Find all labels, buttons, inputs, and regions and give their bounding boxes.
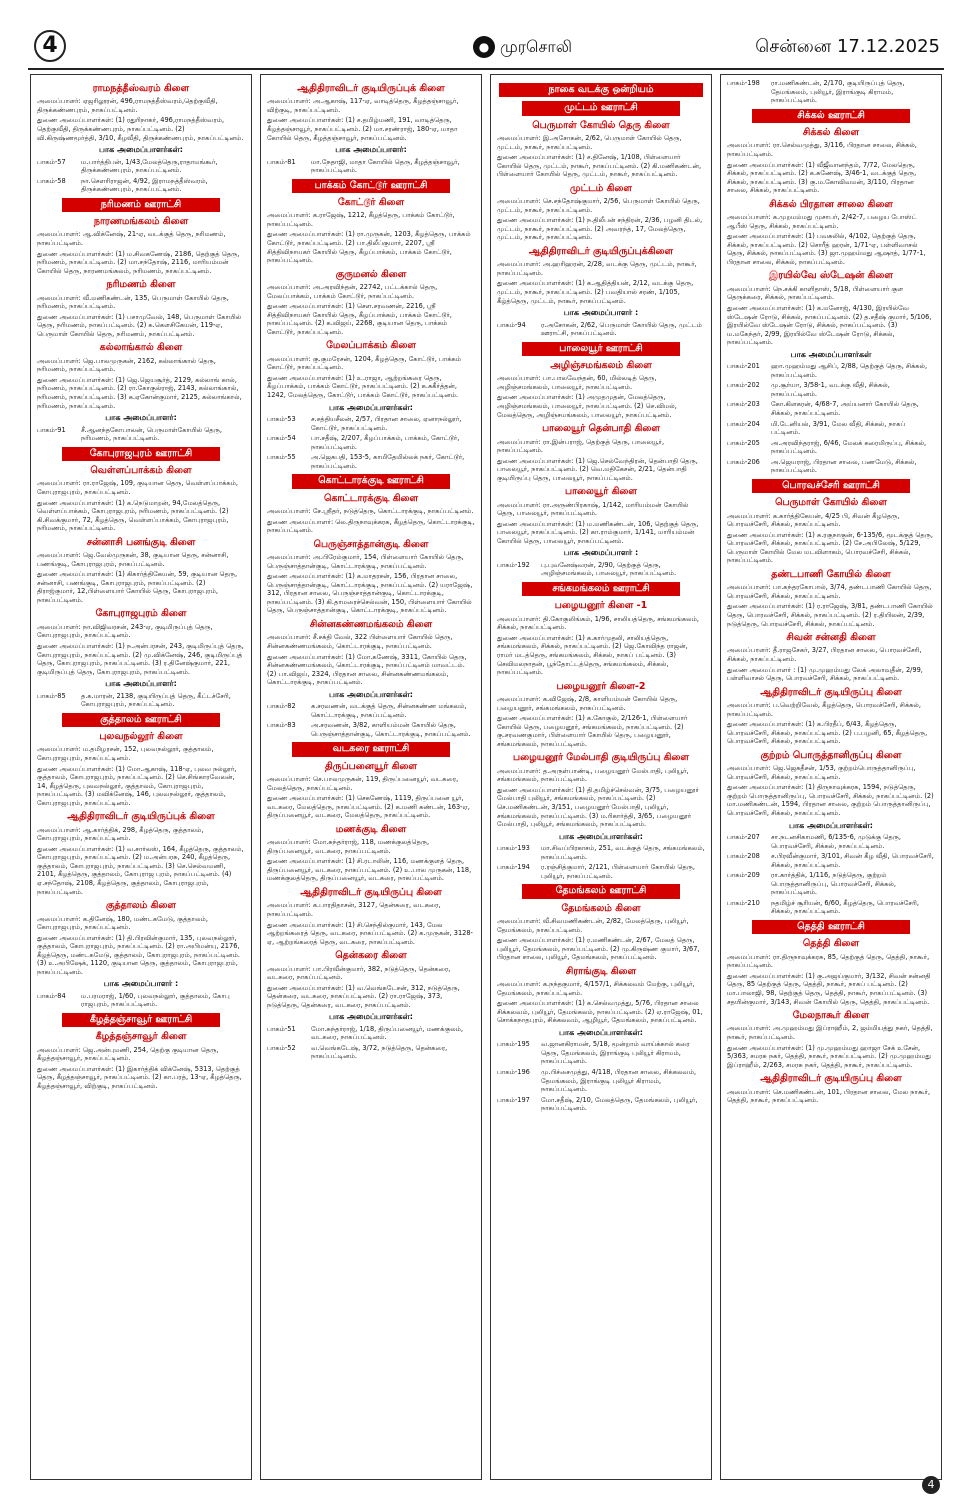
deputy-entry: துணை அமைப்பாளர்கள்: (1) சு.ரகுநாகுன், 6-135/6, மூடக்குத் தெரு, பொரவச்சேரி, சிக்கல், நாகப்பட்டினம். (2) சே.அபிலேஷ், 5/129, பெருமாள் கோயில் மேல மடவிளாகம், பொரவச்சேரி, சிக்கல், நாகப்பட்டினம். [727,530,933,565]
part-value: நதமிழ்ச் சூரியன், 6/60, கீழத்தெரு, பொரவச்சேரி, சிக்கல், நாகப்பட்டினம். [771,898,919,916]
panchayat-band: கொட்டாரக்குடி ஊராட்சி [292,474,450,488]
part-label: பாகம்-210 [727,898,760,907]
part-row [37,426,245,443]
part-value: மா.சிவப்பிரகாசம், 251, வடக்குத் தெரு, சங்கமங்கலம், நாகப்பட்டினம். [541,844,705,861]
organizer-entry: அமைப்பாளர்: க.தினேஷ், 180, மண்டகமேடு, குத்தாலம், கோபுராஜபுரம், நாகப்பட்டினம். [37,914,208,932]
sub-heading: பாக அமைப்பாளர்கள்: [789,820,873,830]
organizer-entry: அமைப்பாளர்: த.அருள்பாண்டி, பழையனூர் மேல்பாதி, புலியூர், சங்கமங்கலம், நாகப்பட்டினம். [497,766,689,784]
part-value: மு.பிச்சைமுத்து, 4/118, பிரதான சாலை, சிக்கலவம், தேமங்கலம், இராங்குடி புலியூர் கிராமம், நாகப்பட்டினம். [541,1068,697,1094]
deputy-entry: துணை அமைப்பாளர்கள்: (1) செகணேஷ், 1119, திருப்பனை யூர், வடகரை, மேலத்தெரு, நாகப்பட்டினம். (2) க.மணி கண்டன், 163-ஏ, திருப்பனையூர், வடகரை, மேலத்தெரு, நாகப்பட்டினம். [267,794,470,820]
organizer-entry: அமைப்பாளர்: ஜெ.பாலமுருகன், 2162, கல்லாங்கால் தெரு, நரிமணம், நாகப்பட்டினம். [37,356,216,374]
panchayat-band: தேமங்கலம் ஊராட்சி [522,884,680,898]
section-heading: ஆதிதிராவிடர் குடியிருப்புக் கிளை [297,83,445,94]
organizer-entry: அமைப்பாளர்: ஆ.விக்னேஷ், 21-ஏ, வடக்குத் தெரு, நரிமணம், நாகப்பட்டினம். [37,230,226,248]
deputy-entry: துணை அமைப்பாளர்கள்: (1) இகார்த்திக் விக்னேஷ், 5313, தெற்குத் தெரு, கீழத்தஞ்சாவூர், நாகப்பட்டினம். (2) கா.பரத், 13-ஏ, கீழத்தெரு, கீழத்தஞ்சாவூர், விற்குடி, நாகப்பட்டினம். [37,1064,242,1090]
organizer-entry: அமைப்பாளர்: தீ.ராஜசேகர், 3/27, பிரதான சாலை, பொரவச்சேரி, சிக்கல், நாகப்பட்டினம். [727,646,922,664]
part-row [727,400,935,417]
part-label: பாகம்-207 [727,832,760,841]
sub-heading: பாக அமைப்பாளர்கள்: [329,402,413,412]
part-value: அ.சரவணன், 3/82, காளியம்மன் கோயில் தெரு, பெருஞ்சாத்தான்குடி, கொட்டாரக்குடி, நாகப்பட்டினம். [311,721,471,738]
part-row [727,381,935,398]
part-row [267,453,475,470]
sub-heading: பாக அமைப்பாளர்கள்: [559,831,643,841]
deputy-entry: துணை அமைப்பாளர்கள்: (1) ம.மணிகண்டன், 106, தெற்குத் தெரு, பாலையூர், நாகப்பட்டினம். (2) கா.ராம்குமார், 1/141, மாரியம்மன் கோயில் தெரு, பாலையூர், நாகப்பட்டினம். [497,519,699,545]
part-label: பாகம்-192 [497,560,530,569]
deputy-entry: துணை அமைப்பாளர்கள்: (1) வீஜீவானந்தம், 7/72, மேலதெரு, சிக்கல், நாகப்பட்டினம். (2) க.கணேஷ், 3/46-1, வடக்குத் தெரு, சிக்கல், நாகப்பட்டினம். (3) கு.ம.கோவிவமன், 3/110, பிரதான சாலை, சிக்கல், நாகப்பட்டினம். [727,160,917,195]
part-value: மோ.சதீஷ், 2/10, மேலத்தெரு, தேமங்கலம், புலியூர், நாகப்பட்டினம். [541,1095,698,1113]
part-label: பாகம்-202 [727,381,760,390]
section-heading: சின்னகண்ணமங்கலம் கிளை [309,619,433,631]
sub-heading: பாக அமைப்பாளர்கள்: [329,1012,413,1022]
section-heading: தென்கரை கிளை [335,950,407,962]
part-label: பாகம்-58 [37,176,66,185]
panchayat-band: சங்கமங்கலம் ஊராட்சி [522,582,680,596]
deputy-entry: துணை அமைப்பாளர்கள்: (1) கு.அஜய்குமார், 3/132, சிவன் சன்னதி தெரு, 85 தெற்குத் தெரு, தெத்தி, நாகூர், நாகப் பட்டினம். (2) மா.பாலாஜி, 98, தெற்குத் தெரு, தெத்தி, நாகூர், நாகப்பட்டினம். (3) சதயின்குமார், 3/143, சிவன் கோயில் தெரு, தெத்தி, நாகப்பட்டினம். [727,971,931,1006]
organizer-entry: அமைப்பாளர்: நெ.சக்கி காளிதாஸ், 5/18, பிள்ளையார் குள தெருக்கரை, சிக்கல், நாகப்பட்டினம். [727,284,904,302]
sub-heading: பாக அமைப்பாளர்கள்: [329,689,413,699]
part-value: அ.ஜெகபதி, 153-5, காமிதேமில்லக் நகர், கோட்டூர், நாகப்பட்டினம். [311,453,465,470]
part-row [267,1025,475,1042]
section-heading: கோபுராஜபுரம் கிளை [95,608,187,620]
part-label: பாகம்-196 [497,1068,530,1076]
deputy-entry: துணை அமைப்பாளர்கள்: (1) க.ஆதித்தியன், 2/12, வடக்கு தெரு, முட்டம், நாகூர், நாகப்பட்டினம். (2) பவதியால் சரண், 1/105, கீழ்த்தெரு, முட்டம், நாகூர், நாகப்பட்டினம். [497,279,694,305]
organizer-entry: அமைப்பாளர்: ரா.அருண்பிரகாஷ், 1/142, மாரியம்மன் கோயில் தெரு, பாலையூர், நாகப்பட்டினம். [497,500,689,518]
part-label: பாகம்-84 [37,991,66,1000]
part-label: பாகம்-91 [37,425,66,434]
section-heading: மேலப்பாக்கம் கிளை [326,340,416,352]
part-row [497,1068,705,1094]
part-value: கோ.கிளகரன், 4/68-7, அய்யனார் கோயில் தெரு, சிக்கல், நாகப்பட்டினம். [771,400,919,417]
part-label: பாகம்-54 [267,434,296,443]
section-heading: சிவன் சன்னதி கிளை [786,632,876,644]
section-heading: ஆதிதிராவிடர் குடியிருப்புக் கிளை [67,811,215,823]
organizer-entry: அமைப்பாளர்: ரா.இன்பராஜ், தெற்குத் தெரு, பாலையூர், நாகப்பட்டினம். [497,437,665,455]
part-row [37,692,245,709]
deputy-entry: துணை அமைப்பாளர்கள்: (1) க.செல்வமுத்து, 5/76, பிரதான சாலை சிக்கலவம், புலியூர், தேமங்கலம், நாகப்பட்டினம். (2) ஏ.ராஜேஷ், 01, சொக்கநாதபுரம், சிக்கலவம், ஆழியூர், தேமங்கலம், நாகப்பட்டினம். [497,999,703,1025]
part-value: ஹா.முஹம்மது ஆசிப், 2/88, தெற்குத் தெரு, சிக்கல், நாகப்பட்டினம். [771,362,928,379]
sub-heading: பாக அமைப்பாளர்: [335,145,407,155]
deputy-entry: துணை அமைப்பாளர்கள்: (1) ர.ராஜேஷ், 3/81, தண்டபாணி கோயில் தெரு, பொரவச்சேரி, சிக்கல், நாகப்பட்டினம். (2) ர.தியிலன், 2/39, நடுத்தெரு, பொரவச்சேரி, சிக்கல், நாகப்பட்டினம். [727,602,933,628]
section-heading: பழையனூர் கிளை -1 [554,600,648,612]
section-heading: குற்றம் பொருத்தானிருப்பு கிளை [760,749,902,761]
part-value: சீ.ஆனந்தகோபாலன், பெருமாள்கோயில் தெரு, நரிமணம், நாகப்பட்டினம். [81,425,222,443]
organizer-entry: அமைப்பாளர்: ஜெ.வேல்முருகன், 38, குடியான தெரு, சன்னாசி, பணங்குடி, கோபுராஜபுரம், நாகப்பட்டினம். [37,551,229,568]
section-heading: சிராங்குடி கிளை [565,965,637,977]
organizer-entry: அமைப்பாளர்: க.பாரதிதாசன், 3127, தென்கரை, வடகரை, நாகப்பட்டினம். [267,901,441,918]
deputy-entry: துணை அமைப்பாளர்கள்: (1) திருநாவுக்கரசு, 1594, நடுத்தெரு, குற்றம் பொருத்தானிருப்பு, பொரவச்சேரி, சிக்கல், நாகப்பட்டினம். (2) மா.மணிகண்டன், 1594, பிரதான சாலை, குற்றம் பொருத்தானிருப்பு, பொரவச்சேரி, சிக்கல், நாகப்பட்டினம். [727,783,934,818]
section-heading: குருமனல் கிளை [335,268,407,280]
organizer-entry: அமைப்பாளர்: ஆ.கார்த்திக், 298, கீழத்தெரு, குத்தாலம், கோபுராஜபுரம், நாகப்பட்டினம். [37,825,204,843]
section-heading: அழிஞ்சமங்கலம் கிளை [550,360,652,372]
deputy-entry: துணை அமைப்பாளர்கள்: (1) ச.தமிழ்மணி, 191, வாடித்தெரு, கீழத்தஞ்சாவூர், நாகப்பட்டினம். (2) மா.சரண்ராஜ், 180-ஏ, மாதா கோயில் தெரு, கீழத்தஞ்சாவூர், நாகப்பட்டினம். [267,116,458,142]
masthead-logo-icon: ● [473,36,495,58]
section-heading: பழையனூர் கிளை-2 [556,680,646,692]
part-label: பாகம்-209 [727,871,760,880]
part-value: ச.பிரவீன்குமார், 3/101, சிவன் கீழ வீதி, பொரவச்சேரி, சிக்கல், நாகப்பட்டினம். [771,852,934,869]
sub-heading: பாக அமைப்பாளர்கள் [790,349,872,359]
section-heading: ஆதிதிராவிடர் குடியிருப்பு கிளை [300,887,442,899]
deputy-entry: துணை அமைப்பாளர்கள்: (1) ம.சிவகணேஷ், 2186, தெற்குத் தெரு, நரிமணம், நாகப்பட்டினம். (2) மா.சந்தோஷ், 2116, மாரியம்மன் கோயில் தெரு, நாரணமங்கலம், நரிமணம், நாகப்பட்டினம். [37,249,240,275]
part-value: நா.செளரிராஜன், 4/92, இராமநத்தீஸ்வரம், திருக்கண்ணபுரம், நாகப்பட்டினம். [81,176,208,194]
section-heading: புலவநல்லூர் கிளை [99,731,183,743]
deputy-entry: துணை அமைப்பாளர்கள்: (1) க.கோகுல், 2/126-1, பிள்ளையார் கோயில் தெரு, பழையனூர், சங்கமங்கலம், நாகப்பட்டினம். (2) கு.சரவணகுமார், பிள்ளையார் கோயில் தெரு, பழையனூர், சங்கமங்கலம், நாகப்பட்டினம். [497,714,688,748]
deputy-entry: துணை அமைப்பாளர்கள்: (1) செள.சரவணன், 2216, ஸ்ரீ சித்திவிநாயகர் கோயில் தெரு, கீழப்பாக்கம், பாக்கம் கோட்டூர், நாகப்பட்டினம். (2) க.விஜய், 2268, குடியான தெரு, பாக்கம் கோட்டூர், நாகப்பட்டினம். [267,302,452,336]
part-label: பாகம்-52 [267,1043,296,1052]
part-label: பாகம்-205 [727,438,760,447]
section-heading: சன்னாசி பனங்குடி கிளை [86,536,196,548]
section-heading: கோட்டூர் கிளை [337,197,405,209]
deputy-entry: துணை அமைப்பாளர் : (1) மு.முஹம்மது லேக் அலாவுதீன், 2/99, பள்ளிவாசல் தெரு, பொரவச்சேரி, சிக்கல், நாகப்பட்டினம். [727,665,923,683]
panchayat-band: பாக்கம் கோட்டூர் ஊராட்சி [292,179,450,193]
organizer-entry: அமைப்பாளர்: பா.சுந்தரகோபால், 3/74, தண்டபாணி கோயில் தெரு, பொரவச்சேரி, சிக்கல், நாகப்பட்டினம். [727,583,932,600]
section-heading: நரிமணம் கிளை [106,279,176,291]
organizer-entry: அமைப்பாளர்: செ.மணிகண்டன், 101, பிரதான சாலை, மேல நாகூர், தெத்தி, நாகூர், நாகப்பட்டினம். [727,1087,931,1105]
organizer-entry: அமைப்பாளர்: ஜெ.ஜெகதீசன், 1/53, குற்றம்பொருத்தானிருப்பு, பொரவச்சேரி, சிக்கல், நாகப்பட்டினம். [727,764,916,781]
part-value: ர.ரஞ்சித்குமார், 2/121, பிள்ளையார் கோயில் தெரு, புலியூர், நாகப்பட்டினம். [541,863,695,880]
section-heading: பாலையூர் தென்பாதி கிளை [542,423,660,435]
section-heading: தெத்தி கிளை [802,938,860,950]
section-heading: பெருமாள் கோயில் தெரு கிளை [532,119,670,131]
page-number: 4 [34,30,66,62]
section-heading: பாலையூர் கிளை [565,486,637,498]
organizer-entry: அமைப்பாளர்: ரா.செல்வமுத்து, 3/116, பிரதான சாலை, சிக்கல், நாகப்பட்டினம். [727,141,917,158]
section-heading: முட்டம் கிளை [570,182,632,194]
location-date: சென்னை 17.12.2025 [755,36,940,57]
organizer-entry: அமைப்பாளர்: அ.ஆகாஷ், 117-ஏ, வாடித்தெரு, கீழத்தஞ்சாவூர், விற்குடி, நாகப்பட்டினம். [267,97,459,114]
organizer-entry: அமைப்பாளர்: இ.அசோகன், 2/62, பெருமாள் கோயில் தெரு, முட்டம், நாகூர், நாகப்பட்டினம். [497,134,682,151]
organizer-entry: அமைப்பாளர்: க.ராஜேஷ், 1212, கீழத்தெரு, பாக்கம் கோட்டூர், நாகப்பட்டினம். [267,211,455,228]
part-value: ம.பார்த்திபன், 1/43,மேலத்தெரு,ராதாமங்கூர், திருக்கண்ணபுரம், நாகப்பட்டினம். [81,157,218,175]
panchayat-band: தெத்தி ஊராட்சி [752,920,910,934]
organizer-entry: அமைப்பாளர்: அ.அரவிந்தன், 22742, பட்டக்கால் தெரு, மேலப்பாக்கம், பாக்கம் கோட்டூர், நாகப்பட்டினம். [267,283,438,300]
panchayat-band: சிக்கல் ஊராட்சி [752,109,910,123]
section-heading: சிக்கல் கிளை [802,127,860,139]
part-value: பா.சதீஷ், 2/207, கீழப்பாக்கம், பாக்கம், கோட்டூர், நாகப்பட்டினம். [311,434,460,451]
column-3 [490,74,712,1480]
column-2 [260,74,482,1480]
part-row [727,833,935,850]
section-heading: ஆதிதிராவிடர் குடியிருப்பு கிளை [760,686,902,698]
panchayat-band: குத்தாலம் ஊராட்சி [62,713,220,727]
deputy-entry: துணை அமைப்பாளர்கள்: (1) தி.தமிழ்ச்செல்வன், 3/75, பழையனூர் மேல்பாதி புலியூர், சங்கமங்கலம், நாகப்பட்டினம். (2) செ.மணிகண்டன், 3/151, பழையனூர் மேல்பாதி, புலியூர், சங்கமங்கலம், நாகப்பட்டினம். (3) ம.ரிகார்த்தி, 3/65, பழையனூர் மேல்பாதி, புலியூர், சங்கமங்கலம், நாகப்பட்டினம். [497,785,699,829]
section-heading: கல்லாங்கால் கிளை [99,342,183,354]
deputy-entry: துணை அமைப்பாளர்கள்: (1) பசாமுவேல், 148, பெருமாள் கோயில் தெரு, நரிமணம், நாகப்பட்டினம். (2) க.கௌசிகேயன், 119-ஏ, பெருமாள் கோயில் தெரு, நரிமணம், நாகப்பட்டினம். [37,312,242,338]
organizer-entry: அமைப்பாளர்: ஏஜரிலூரன், 496,ராமநத்தீஸ்வரம்,தெற்குவீதி, திருக்கண்ணபுரம், நாகப்பட்டினம். [37,97,218,114]
deputy-entry: துணை அமைப்பாளர்கள்: (1) ரா.முருகன், 1203, கீழத்தெரு, பாக்கம் கோட்டூர், நாகப்பட்டினம். (2) பா.திலீப்குமார், 2207, ஸ்ரீ சித்திவிநாயகர் கோயில் தெரு, கீழப்பாக்கம், பாக்கம் கோட்டூர், நாகப்பட்டினம். [267,230,471,265]
organizer-entry: அமைப்பாளர்: சீ.சக்தி வேல், 322 பிள்ளையார் கோயில் தெரு, சின்னகண்ணமங்கலம், கொட்டாரக்குடி, நாகப்பட்டினம். [267,633,453,650]
section-heading: தண்டபாணி கோயில் கிளை [771,568,891,580]
section-heading: சிக்கல் பிரதான சாலை கிளை [769,198,893,210]
part-row [727,458,935,475]
panchayat-band: பாலையூர் ஊராட்சி [522,342,680,356]
part-label: பாகம்-85 [37,691,66,700]
part-row [727,852,935,869]
part-label: பாகம்-204 [727,419,760,428]
part-label: பாகம்-51 [267,1024,296,1033]
part-row [267,721,475,738]
section-heading: பெருமாள் கோயில் கிளை [775,497,887,509]
panchayat-band: வடகரை ஊராட்சி [292,742,450,756]
deputy-entry: துணை அமைப்பாளர்கள்: (1) க.நெடுமாறன், 94,மேலத்தெரு, வெள்ளப்பாக்கம், கோபுராஜபுரம், நரிமணம், நாகப்பட்டினம். (2) கி.சிவக்குமார், 72, கீழத்தெரு, வெள்ளப்பாக்கம், கோபுராஜபுரம், நரிமணம், நாகப்பட்டினம். [37,498,229,533]
part-row [727,79,935,105]
organizer-entry: அமைப்பாளர்: வீ.சிவமணிகண்டன், 2/82, மேலத்தெரு, புலியூர், தேமங்கலம், நாகப்பட்டினம். [497,916,689,934]
deputy-entry: துணை அமைப்பாளர்கள்: (1) மு.முஹம்மது ஹாஜா சேக் உசேன், 5/363, சமரசு நகர், தெத்தி, நாகூர், நாகப்பட்டினம். (2) மு.முஹம்மது இப்ராஹீம், 2/263, சமரசு நகர், தெத்தி, நாகூர், நாகப்பட்டினம். [727,1043,931,1069]
part-label: பாகம்-193 [497,844,530,853]
organizer-entry: அமைப்பாளர்: சே.ஸ்ரீதர், நடுத்தெரு, கொட்டாரக்குடி, நாகப்பட்டினம். [267,507,474,516]
deputy-entry: துணை அமைப்பாளர்கள்: (1) தி.பிரவின்குமார், 135, புலவநல்லூர், குத்தாலம், கோபுராஜபுரம், நாகப்பட்டினம். (2) ரா.அபிமன்யு, 2176, கீழத்தெரு, மண்டகமேடு, குத்தாலம், கோபுராஜபுரம், நாகப்பட்டினம். (3) உ.அபிஷேக், 1120, குடியான தெரு, குத்தாலம், கோபுராஜபுரம், நாகப்பட்டினம். [37,933,241,976]
part-label: பாகம்-83 [267,721,296,730]
organizer-entry: அமைப்பாளர்: கு.குமரேசன், 1204, கீழத்தெரு, கோட்டூர், பாக்கம் கோட்டூர், நாகப்பட்டினம். [267,354,462,372]
sub-heading: பாக அமைப்பாளர்கள்: [559,1027,643,1037]
organizer-entry: அமைப்பாளர்: ரா.ராஜேஷ், 109, குடியான தெரு, வெள்ளப்பாக்கம், கோபுராஜபுரம், நாகப்பட்டினம். [37,479,238,496]
organizer-entry: அமைப்பாளர்: ம.தமிழரசன், 152, புலவநல்லூர், குத்தாலம், கோபுராஜபுரம், நாகப்பட்டினம். [37,745,214,762]
deputy-entry: துணை அமைப்பாளர்கள்: (1) வ.வெங்கடேசன், 312, நடுத்தெரு, தென்கரை, வடகரை, நாகப்பட்டினம். (2) ரா.ராஜேஷ், 373, நடுத்தெரு, தென்கரை, வடகரை, நாகப்பட்டினம். [267,983,460,1009]
deputy-entry: துணை அமைப்பாளர்கள்: (1) ஜெ.ஜெயசூர்த், 2129, கல்லாங் கால், நரிமணம், நாகப்பட்டினம். (2) ரா.கோகுல்ராஜ், 2143, கல்லாங்கால், நரிமணம், நாகப்பட்டினம். (3) க.ஏகோன்குமார், 2125, கல்லாங்கால், நரிமணம், நாகப்பட்டினம். [37,375,242,410]
organizer-entry: அமைப்பாளர்: பா.பாலவேந்தன், 60, மில்லடித் தெரு, அழிஞ்சமங்கலம், பாலையூர், நாகப்பட்டினம். [497,374,657,391]
organizer-entry: அமைப்பாளர்: ரா.திருநாவுக்கரசு, 85, தெற்குத் தெரு, தெத்தி, நாகூர், நாகப்பட்டினம். [727,952,930,970]
deputy-entry: துணை அமைப்பாளர்கள்: (1) ந.அன்பரசன், 243, குடிமிருப்புத் தெரு, கோபுராஜபுரம், நாகப்பட்டினம். (2) மு.விக்னேஷ், 246, குடிமிருப்புத் தெரு, கோபுராஜபுரம், நாகப்பட்டினம். (3) ர.தினேஷ்குமார், 221, குடிமிருப்புத் தெரு, கோபுராஜபுரம், நாகப்பட்டினம். [37,641,244,676]
part-row [727,871,935,897]
sub-heading: பாக அமைப்பாளர் : [563,308,639,318]
section-heading: குத்தாலம் கிளை [106,900,176,912]
sub-heading: பாக அமைப்பாளர்: [105,413,177,423]
part-row [37,158,245,175]
organizer-entry: அமைப்பாளர்: க.நந்தகுமார், 4/157/1, சிக்கலவம் மேற்கு, புலியூர், தேமங்கலம், நாகப்பட்டினம். [497,980,695,997]
sub-heading: பாக அமைப்பாளர்கள்: [99,145,183,155]
panchayat-band: நரிமணம் ஊராட்சி [62,198,220,212]
section-heading: பெருஞ்சாத்தான்குடி கிளை [313,538,429,550]
part-value: மு.சூர்யா, 3/58-1, வடக்கு வீதி, சிக்கல், நாகப்பட்டினம். [771,381,890,398]
section-heading: கொட்டாரக்குடி கிளை [323,492,419,504]
section-heading: நாரணமங்கலம் கிளை [93,216,189,228]
panchayat-band: பொரவச்சேரி ஊராட்சி [752,479,910,493]
part-value: மா.நேதாஜி, மாதா கோயில் தெரு, கீழத்தஞ்சாவூர், நாகப்பட்டினம். [311,157,460,175]
section-heading: தேமங்கலம் கிளை [561,902,641,914]
part-value: ம.பரமராஜ், 1/60, புலவநல்லூர், குத்தாலம், கோபு ராஜபுரம், நாகப்பட்டினம். [81,991,230,1009]
panchayat-band: முட்டம் ஊராட்சி [522,101,680,115]
deputy-entry: துணை அமைப்பாளர்கள்: (1) க.மனோஜ், 4/130, இரயில்வே ஸ்டேஷன் ரோடு, சிக்கல், நாகப்பட்டினம். (2) த.சதீஷ் குமார், 5/106, இரயில்வே ஸ்டேஷன் ரோடு, சிக்கல், நாகப்பட்டினம். (3) ம.மகேந்தர், 2/99, இரயில்வே ஸ்டேஷன் ரோடு, சிக்கல், நாகப்பட்டினம். [727,303,932,347]
section-heading: வெள்ளப்பாக்கம் கிளை [90,465,192,477]
deputy-entry: துணை அமைப்பாளர்கள்: (1) க.மாதரசன், 156, பிரதான சாலை, பெருஞ்சாத்தான்குடி, கொட்டாரக்குடி, நாகப்பட்டினம். (2) யராஜேஷ், 312, பிரதான சாலை, பெருஞ்சாத்தான்குடி, கொட்டாரக்குடி, நாகப்பட்டினம். (3) கி.தாமரைச்செல்வன், 150, பிள்ளையார் கோயில் தெரு, பெருஞ்சாத்தான்குடி, கொட்டாரக்குடி, நாகப்பட்டினம். [267,572,473,615]
page-header [28,34,944,70]
deputy-entry: துணை அமைப்பாளர்கள்: (1) உ.ராஜா, ஆற்றங்கரை தெரு, கீழப்பாக்கம், பாக்கம் கோட்டூர், நாகப்பட்டினம். (2) க.சுகீர்த்தன், 1242, மேலத்தெரு, கோட்டூர், பாக்கம் கோட்டூர், நாகப்பட்டினம். [267,373,459,400]
deputy-entry: துணை அமைப்பாளர்கள்: (1) மோ.ஆகாஷ், 118-ஏ, புலவ நல்லூர், குத்தாலம், கோபுராஜபுரம், நாகப்பட்டினம். (2) செ.சிங்காரவேலன், 14, கீழத்தெரு, புலவநல்லூர், குத்தாலம், கோபுராஜபுரம், நாகப்பட்டினம். (3) மவிக்னேஷ், 146, புலவநல்லூர், குத்தாலம், கோபுராஜபுரம், நாகப்பட்டினம். [37,764,237,807]
part-label: பாகம்-57 [37,157,66,166]
panchayat-band: கோபுராஜபுரம் ஊராட்சி [62,447,220,461]
part-label: பாகம்-206 [727,457,760,466]
part-value: மோ.சுந்தர்ராஜ், 1/18, திருப்பனையூர், மணக்குலம், வடகரை, நாகப்பட்டினம். [311,1024,464,1042]
part-label: பாகம்-82 [267,702,296,711]
part-row [727,362,935,379]
part-value: க.சரவணன், வடக்குத் தெரு, சின்னகண்ண மங்கலம், கொட்டாரக்குடி, நாகப்பட்டினம். [311,702,467,719]
part-value: சா.நடனசிகாமணி, 6/135-6, முடுக்கு தெரு, பொரவச்சேரி, சிக்கல், நாகப்பட்டினம். [771,832,901,850]
part-row [267,158,475,175]
part-label: பாகம்-194 [497,863,530,872]
section-heading: ஆதிதிராவிடர் குடியிருப்பு கிளை [760,1073,902,1085]
part-row [497,1040,705,1066]
part-value: ரா.கார்த்திக், 1/116, நடுத்தெரு, குற்றம் பொருத்தானிருப்பு, பொரவச்சேரி, சிக்கல், நாகப்பட்டினம். [771,871,896,897]
part-value: அ.அரவிந்தராஜ், 6/46, மேலக் கரைமிருப்பு, சிக்கல், நாகப்பட்டினம். [771,438,927,456]
part-label: பாகம்-195 [497,1040,530,1049]
organizer-entry: அமைப்பாளர்: ப.வெற்றிவேல், கீழத்தெரு, பொரவச்சேரி, சிக்கல், நாகப்பட்டினம். [727,701,921,718]
deputy-entry: துணை அமைப்பாளர்கள்: (1) கிகார்த்திகேயன், 59, குடியான தெரு, சன்னாசி, பணங்குடி, கோபுராஜபுரம், நாகப்பட்டினம். (2) திராஜ்குமார், 12,பிள்ளையார் கோயில் தெரு, கோபுராஜபுரம், நாகப்பட்டினம். [37,570,238,604]
part-label: பாகம்-208 [727,852,760,861]
organizer-entry: அமைப்பாளர்: செ.சந்தோஷ்குமார், 2/56, பெருமாள் கோயில் தெரு, முட்டம், நாகூர், நாகப்பட்டினம். [497,197,700,214]
section-heading: ஆதிதிராவிடர் குடியிருப்புக்கிளை [528,246,674,257]
organizer-entry: அமைப்பாளர்: செ.பாலமுருகன், 119, திருப்பனையூர், வடகரை, மேலத்தெரு, நாகப்பட்டினம். [267,775,459,792]
section-heading: மணக்குடி கிளை [335,823,407,835]
section-heading: ராமநத்தீஸ்வரம் கிளை [92,83,190,94]
part-row [727,420,935,437]
section-heading: பழையனூர் மேல்பாதி குடியிருப்பு கிளை [513,752,689,764]
deputy-entry: துணை அமைப்பாளர்கள்: (1) ஜெ.செல்வேந்திரன், தென்பாதி தெரு, பாலையூர், நாகப்பட்டினம். (2) வெ.மதிகேசன், 2/21, தென்பாதி குடியிருப்பு தெரு, பாலையூர், நாகப்பட்டினம். [497,456,698,482]
masthead-brand: முரசொலி [500,37,572,56]
sub-heading: பாக அமைப்பாளர் : [103,979,179,989]
part-value: ரா.மணிகண்டன், 2/170, குடியிருப்புத் தெரு, தேமங்கலம், புலியூர், இராங்குடி கிராமம், நாகப்பட்டினம். [771,79,905,105]
part-label: பாகம்-198 [727,79,760,87]
part-row [497,1096,705,1113]
part-row [727,899,935,916]
part-label: பாகம்-201 [727,362,760,371]
deputy-entry: துணை அமைப்பாளர்கள்: (1) ச.தினேஷ், 1/108, பிள்ளையார் கோயில் தெரு, முட்டம், நாகூர், நாகப்பட்டினம். (2) கி.மணிகண்டன், பிள்ளையார் கோயில் தெரு, முட்டம், நாகூர், நாகப்பட்டினம். [497,153,702,179]
part-label: பாகம்-53 [267,415,296,423]
organizer-entry: அமைப்பாளர்: தி.கோகுலிங்கம், 1/96, சாலியத்தெரு, சங்கமங்கலம், சிக்கல், நாகப்பட்டினம். [497,614,700,632]
organizer-entry: அமைப்பாளர்: நா.விஜிவரசன், 243-ஏ, குடிமிருப்புத் தெரு, கோபுராஜபுரம், நாகப்பட்டினம். [37,622,213,640]
part-row [267,1044,475,1061]
part-label: பாகம்-55 [267,453,296,462]
deputy-entry: துணை அமைப்பாளர்கள்: (1) ர.மணிகண்டன், 2/67, மேலத் தெரு, புலியூர், தேமங்கலம், நாகப்பட்டினம். (2) மு.கிருஷ்ண குமார், 3/67, பிரதான சாலை, புலியூர், தேமங்கலம், நாகப்பட்டினம். [497,936,700,962]
part-label: பாகம்-203 [727,400,760,409]
part-row [267,415,475,432]
union-title-band: நாகை வடக்கு ஒன்றியம் [499,83,702,97]
organizer-entry: அமைப்பாளர்: அ.பிரேம்குமார், 154, பிள்ளையார் கோயில் தெரு, பெருஞ்சாத்தான்குடி, கொட்டாரக்குடி, நாகப்பட்டினம். [267,553,464,570]
organizer-entry: அமைப்பாளர்: க.முறமம்மது முசாபர், 2/42-7, பழைய போஸ்ட் ஆபீஸ் தெரு, சிக்கல், நாகப்பட்டினம். [727,213,917,230]
part-value: ர.அசோகன், 2/62, பெருமாள் கோயில் தெரு, முட்டம் ஊராட்சி, நாகப்பட்டினம். [541,320,702,338]
part-label: பாகம்-81 [267,157,296,166]
deputy-entry: துணை அமைப்பாளர்கள்: (1) வ.சார்லஸ், 164, கீழத்தெரு, குத்தாலம், கோபுராஜபுரம், நாகப்பட்டினம். (2) ம.அன்பரசு, 240, கீழத்தெரு, குத்தாலம், கோபுராஜபுரம், நாகப்பட்டினம். (3) செ.செல்வமணி, 2101, கீழத்தெரு, குத்தாலம், கோபுராஜ புரம், நாகப்பட்டினம். (4) ஏ.சந்தோஷ், 2108, கீழத்தெரு, குத்தாலம், கோபுராஜபுரம், நாகப்பட்டினம். [37,844,244,896]
part-row [267,702,475,719]
organizer-entry: அமைப்பாளர்: மோ.சுந்தர்ராஜ், 118, மணக்குலத்தெரு, திருப்பனையூர், வடகரை, நாகப்பட்டினம். [267,838,430,855]
page-corner-number: 4 [922,1476,940,1494]
column-1 [30,74,252,1480]
part-label: பாகம்-94 [497,320,526,329]
part-row [37,992,245,1009]
part-value: பு.புவனேஷ்வரன், 2/90, தெற்குத் தெரு, அழிஞ்சமங்கலம், பாலையூர், நாகப்பட்டினம். [541,560,677,578]
organizer-entry: அமைப்பாளர்: க.கார்த்திகேயன், 4/25 பி, சிவன் கீழதெரு, பொரவச்சேரி, சிக்கல், நாகப்பட்டினம். [727,511,900,529]
deputy-entry: துணை அமைப்பாளர்கள்: (1) சி.செந்தில்குமார், 143, மேல ஆற்றங்கரைத் தெரு, வடகரை, நாகப்பட்டினம். (2) க.முருகன், 3128-ஏ, ஆற்றங்கரைத் தெரு, வடகரை, நாகப்பட்டினம். [267,920,473,946]
section-heading: மேலநாகூர் கிளை [792,1010,870,1022]
part-row [37,177,245,194]
deputy-entry: துணை அமைப்பாளர்கள்: (1) க.பிரதீப், 6/43, கீழத்தெரு, பொரவச்சேரி, சிக்கல், நாகப்பட்டினம். (2) ப.பழனி, 65, கீழத்தெரு, பொரவச்சேரி, சிக்கல், நாகப்பட்டினம். [727,720,928,746]
deputy-entry: துணை அமைப்பாளர்கள்: (1) ரதுரிநாகர், 496,ராமநத்தீஸ்வரம், தெற்குவீதி, திருக்கண்ணபுரம், நாகப்பட்டினம். (2) வி.கிருஷ்ணமூர்த்தி, 3/10, கீழவீதி, திருக்கண்ணபுரம், நாகப்பட்டினம். [37,116,244,142]
part-label: பாகம்-197 [497,1095,530,1104]
sub-heading: பாக அமைப்பாளர்: [105,679,177,689]
section-heading: இரயில்வே ஸ்டேஷன் கிளை [769,270,893,282]
organizer-entry: அமைப்பாளர்: ஜெ.அன்புமணி, 254, தெற்கு குடியான தெரு, கீழத்தஞ்சாவூர், நாகப்பட்டினம். [37,1045,219,1063]
part-value: வ.ஜானகிராமன், 5/18, மூன்றாம் வாய்க்கால் கரை தெரு, தேமங்கலம், இராங்குடி புலியூர் கிராமம், நாகப்பட்டினம். [541,1040,690,1066]
section-heading: கீழத்தஞ்சாவூர் கிளை [95,1031,187,1043]
part-value: அ.ஜெயராஜ், பிரதான சாலை, பணமேடு, சிக்கல், நாகப்பட்டினம். [771,457,917,475]
part-row [727,439,935,456]
organizer-entry: அமைப்பாளர்: க.விஜேஷ், 2/8, காளியம்மன் கோயில் தெரு, பழையனூர், சங்கமங்கலம், நாகப்பட்டினம். [497,694,678,712]
panchayat-band: கீழத்தஞ்சாவூர் ஊராட்சி [62,1013,220,1027]
part-row [497,844,705,861]
column-4 [720,74,942,1480]
organizer-entry: அமைப்பாளர்: வீ.மணிகண்டன், 135, பெருமாள் கோயில் தெரு, நரிமணம், நாகப்பட்டினம். [37,293,229,311]
article-columns [30,74,942,1480]
organizer-entry: அமைப்பாளர்: பா.பிரவீன்குமார், 382, நடுத்தெரு, தென்கரை, வடகரை, நாகப்பட்டினம். [267,964,451,982]
deputy-entry: துணை அமைப்பாளர்கள்: (1) ந.திலீபன் சந்திரன், 2/36, பழனி திடல், முட்டம், நாகூர், நாகப்பட்டினம். (2) அவரந்த், 17, மேலத்தெரு, முட்டம், நாகூர், நாகப்பட்டினம். [497,216,703,242]
part-row [497,321,705,338]
part-value: மி.டேனியல், 3/91, மேல வீதி, சிக்கல், நாகப் பட்டினம். [771,419,906,437]
deputy-entry: துணை அமைப்பாளர்கள்: (1) க.கார்முதலி, சாலியத்தெரு, சங்கமங்கலம், சிக்கல், நாகப்பட்டினம். (2) ஜெ.கோவிந்த ராஜன், ராமர் மடத்தெரு, சங்கமங்கலம், சிக்கல், நாகப் பட்டினம். (3) செவிமலநாதன், பூந்தோட்டத்தெரு, சங்கமங்கலம், சிக்கல், நாகப்பட்டினம். [497,633,688,677]
section-heading: திருப்பனையூர் கிளை [325,760,417,772]
deputy-entry: துணை அமைப்பாளர்கள்: (1) அமுதமுதன், மேலத்தெரு, அழிஞ்சமங்கலம், பாலையூர், நாகப்பட்டினம். (2) செ.விமல், மேலத்தெரு, அழிஞ்சமங்கலம், பாலையூர், நாகப்பட்டினம். [497,393,677,419]
part-row [267,434,475,451]
part-row [497,561,705,578]
organizer-entry: அமைப்பாளர்: அ.முஹம்மது இப்ராஹீம், 2, ஜம்மியத்து நகர், தெத்தி, நாகூர், நாகப்பட்டினம். [727,1024,933,1041]
part-value: த.க.மாரன், 2138, குடியிருப்புத் தெரு, கீட்டச்சேரி, கோபுராஜபுரம், நாகப்பட்டினம். [81,691,231,709]
organizer-entry: அமைப்பாளர்: அ.ஹரிஹரன், 2/28, வடக்கு தெரு, முட்டம், நாகூர், நாகப்பட்டினம். [497,260,697,277]
deputy-entry: துணை அமைப்பாளர்கள்: (1) சி.ரடாலின், 116, மணக்குளத் தெரு, திருப்பனையூர், வடகரை, நாகப்பட்டினம். (2) உ.பால முருகன், 118, மணக்குலத்தெரு, திருப்பனையூர், வடகரை, நாகப்பட்டினம். [267,857,472,883]
deputy-entry: துணை அமைப்பாளர்: லெ.திருநாவுக்கரசு, கீழத்தெரு, கொட்டாரக்குடி, நாகப்பட்டினம். [267,517,475,535]
sub-heading: பாக அமைப்பாளர் : [563,548,639,558]
part-value: வ.வெங்கடேஷ், 3/72, நடுத்தெரு, தென்கரை, நாகப்பட்டினம். [311,1043,448,1061]
deputy-entry: துணை அமைப்பாளர்கள்: (1) பவகலில், 4/102, தெற்குத் தெரு, சிக்கல், நாகப்பட்டினம். (2) சொரீத் ஹரன், 1/71-ஏ, பள்ளிவாசல் தெரு, சிக்கல், நாகப்பட்டினம். (3) ஜா.முஹம்மது ஆஷாத், 1/77-1, பிரதான சாலை, சிக்கல், நாகப்பட்டினம். [727,232,926,266]
part-value: ச.சத்தியசீலன், 2/57, பிரதான சாலை, ஏனாநல்லூர், கோட்டூர், நாகப்பட்டினம். [311,415,462,432]
part-row [497,863,705,880]
deputy-entry: துணை அமைப்பாளர்கள்: (1) மோ.கணேஷ், 3311, கோயில் தெரு, சின்னகண்ணமங்கலம், கொட்டாரக்குடி, நாகப்பட்டினம் மாவட்டம். (2) பா.விஜய், 2324, பிரதான சாலை, சின்னகண்ணமங்கலம், கொட்டாரக்குடி, நாகப்பட்டினம். [267,652,467,687]
